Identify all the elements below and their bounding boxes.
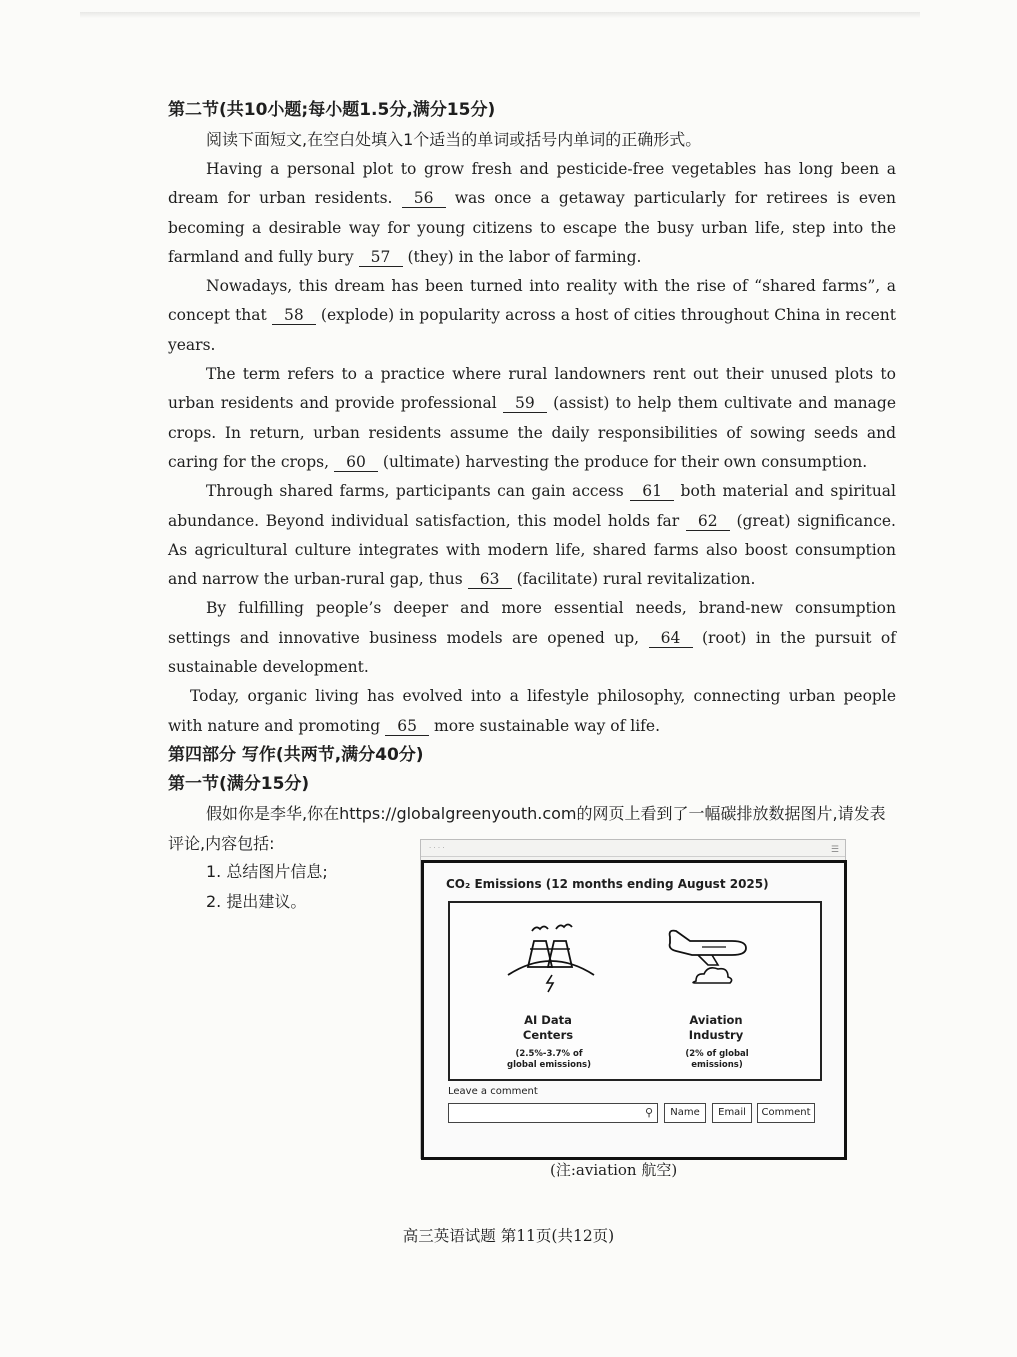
scan-edge bbox=[80, 12, 920, 18]
passage-paragraph-4: Through shared farms, participants can gain access 61 both material and spiritual abundance. Beyond individual satisfaction, this model holds far 62 (great) significance. As agricultural culture integrates with modern life, shared farms also boost consumption and narrow the urban-rural gap, thus 63 (facilitate) rural revitalization. bbox=[168, 482, 896, 589]
item-ai-data-centers: AI Data Centers bbox=[522, 1012, 574, 1042]
item-ai-share: (2.5%-3.7% of global emissions) bbox=[507, 1048, 591, 1070]
webpage-screenshot bbox=[420, 839, 846, 1159]
blank-56: 56 bbox=[402, 189, 446, 208]
emissions-figure bbox=[421, 860, 847, 1160]
comment-search-input[interactable] bbox=[448, 1103, 658, 1123]
passage-paragraph-5: By fulfilling people’s deeper and more essential needs, brand-new consumption settings and innovative business models are opened up, 64 (root) in the pursuit of sustainable development. bbox=[168, 599, 896, 677]
item-aviation-industry: Aviation Industry bbox=[688, 1012, 744, 1042]
item-aviation-share: (2% of global emissions) bbox=[685, 1048, 749, 1070]
data-center-icon bbox=[506, 921, 596, 993]
figure-note: (注:aviation 航空) bbox=[550, 1160, 678, 1179]
passage-paragraph-3: The term refers to a practice where rural landowners rent out their unused plots to urban residents and provide professional 59 (assist) to help them cultivate and manage crops. In return, urban residents assume the daily responsibilities of sowing seeds and caring for the crops, 60 (ultimate) harvesting the produce for their own consumption. bbox=[168, 365, 896, 471]
blank-60: 60 bbox=[334, 453, 378, 472]
leave-comment-label: Leave a comment bbox=[448, 1085, 538, 1097]
section2-instruction: 阅读下面短文,在空白处填入1个适当的单词或括号内单词的正确形式。 bbox=[206, 130, 702, 149]
part4-section1-heading: 第一节(满分15分) bbox=[168, 773, 310, 794]
blank-63: 63 bbox=[468, 570, 512, 589]
section2-heading: 第二节(共10小题;每小题1.5分,满分15分) bbox=[168, 100, 496, 120]
passage-paragraph-6: Today, organic living has evolved into a lifestyle philosophy, connecting urban people with nature and promoting 65 more sustainable way of life. bbox=[168, 687, 896, 735]
page-content bbox=[168, 96, 896, 1179]
blank-59: 59 bbox=[503, 394, 547, 413]
writing-task-area bbox=[168, 799, 896, 1179]
page-footer: 高三英语试题 第11页(共12页) bbox=[402, 1227, 615, 1245]
search-icon[interactable]: ⚲ bbox=[644, 1105, 653, 1119]
part4-heading: 第四部分 写作(共两节,满分40分) bbox=[168, 744, 424, 765]
blank-64: 64 bbox=[649, 629, 693, 648]
figure-title: CO₂ Emissions (12 months ending August 2025) bbox=[446, 876, 769, 891]
blank-57: 57 bbox=[359, 248, 403, 267]
point-2: 2. 提出建议。 bbox=[206, 891, 307, 911]
blank-65: 65 bbox=[385, 717, 429, 736]
blank-58: 58 bbox=[272, 306, 316, 325]
figure-panel bbox=[448, 901, 822, 1081]
blank-61: 61 bbox=[630, 482, 674, 501]
passage-paragraph-1: Having a personal plot to grow fresh and pesticide-free vegetables has long been a dream for urban residents. 56 was once a getaway particularly for retirees is even becoming a desirable way for young citizens to escape the busy urban life, step into the farmland and fully bury 57 (they) in the labor of farming. bbox=[168, 160, 896, 266]
browser-bar: · · · · ☰ bbox=[421, 840, 845, 857]
menu-icon: ☰ bbox=[830, 844, 839, 855]
writing-task-text: 假如你是李华,你在https://globalgreenyouth.com的网页上看到了一幅碳排放数据图片,请发表评论,内容包括: bbox=[168, 803, 886, 853]
name-button[interactable]: Name bbox=[664, 1103, 706, 1123]
blank-62: 62 bbox=[686, 512, 730, 531]
passage-paragraph-2: Nowadays, this dream has been turned into reality with the rise of “shared farms”, a concept that 58 (explode) in popularity across a host of cities throughout China in recent years. bbox=[168, 277, 896, 354]
airplane-icon bbox=[662, 921, 762, 993]
point-1: 1. 总结图片信息; bbox=[206, 861, 328, 881]
comment-button[interactable]: Comment bbox=[757, 1103, 815, 1123]
writing-points bbox=[206, 857, 328, 917]
email-button[interactable]: Email bbox=[712, 1103, 752, 1123]
